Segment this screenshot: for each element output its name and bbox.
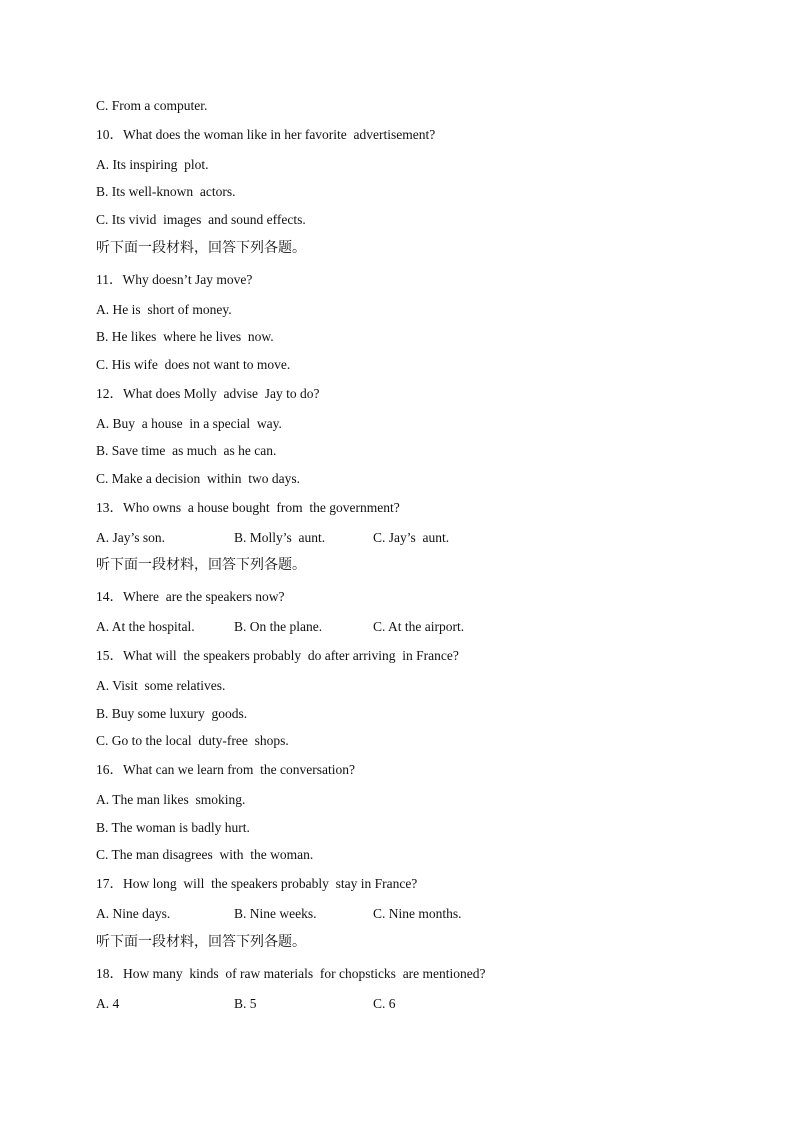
option-b: B. Nine weeks. [234, 906, 317, 921]
option-c: C. At the airport. [373, 619, 465, 634]
option-c: C. Jay’s aunt. [373, 530, 450, 545]
option-text: A. Visit some relatives. [96, 678, 226, 693]
option-b: B. Molly’s aunt. [234, 530, 326, 545]
question-13: 13．Who owns a house bought from the government? [96, 500, 400, 515]
option-a: A. At the hospital. [96, 619, 195, 634]
question-12: 12．What does Molly advise Jay to do? [96, 386, 320, 401]
option-text: C. Its vivid images and sound effects. [96, 212, 306, 227]
section-instruction: 听下面一段材料，回答下列各题。 [96, 240, 306, 256]
question-16: 16．What can we learn from the conversation? [96, 762, 356, 777]
question-10: 10．What does the woman like in her favorite advertisement? [96, 127, 436, 142]
option-text: A. The man likes smoking. [96, 792, 246, 807]
option-text: B. Buy some luxury goods. [96, 706, 248, 721]
section-instruction: 听下面一段材料，回答下列各题。 [96, 557, 306, 573]
option-c: C. 6 [373, 996, 396, 1011]
option-a: A. Nine days. [96, 906, 171, 921]
option-text: A. He is short of money. [96, 302, 232, 317]
option-text: C. Make a decision within two days. [96, 471, 300, 486]
option-a: A. Jay’s son. [96, 530, 166, 545]
option-a: A. 4 [96, 996, 120, 1011]
option-text: B. The woman is badly hurt. [96, 820, 250, 835]
option-b: B. 5 [234, 996, 257, 1011]
option-text: C. His wife does not want to move. [96, 357, 291, 372]
option-text: B. Save time as much as he can. [96, 443, 277, 458]
option-text: B. He likes where he lives now. [96, 329, 274, 344]
option-text: A. Its inspiring plot. [96, 157, 209, 172]
option-text: C. The man disagrees with the woman. [96, 847, 314, 862]
option-text: C. From a computer. [96, 98, 208, 113]
option-b: B. On the plane. [234, 619, 323, 634]
option-c: C. Nine months. [373, 906, 462, 921]
question-11: 11．Why doesn’t Jay move? [96, 272, 253, 287]
option-text: A. Buy a house in a special way. [96, 416, 282, 431]
section-instruction: 听下面一段材料，回答下列各题。 [96, 934, 306, 950]
question-14: 14．Where are the speakers now? [96, 589, 285, 604]
option-text: B. Its well-known actors. [96, 184, 236, 199]
question-15: 15．What will the speakers probably do after arriving in France? [96, 648, 459, 663]
question-17: 17．How long will the speakers probably stay in France? [96, 876, 418, 891]
option-text: C. Go to the local duty-free shops. [96, 733, 289, 748]
question-18: 18．How many kinds of raw materials for chopsticks are mentioned? [96, 966, 486, 981]
